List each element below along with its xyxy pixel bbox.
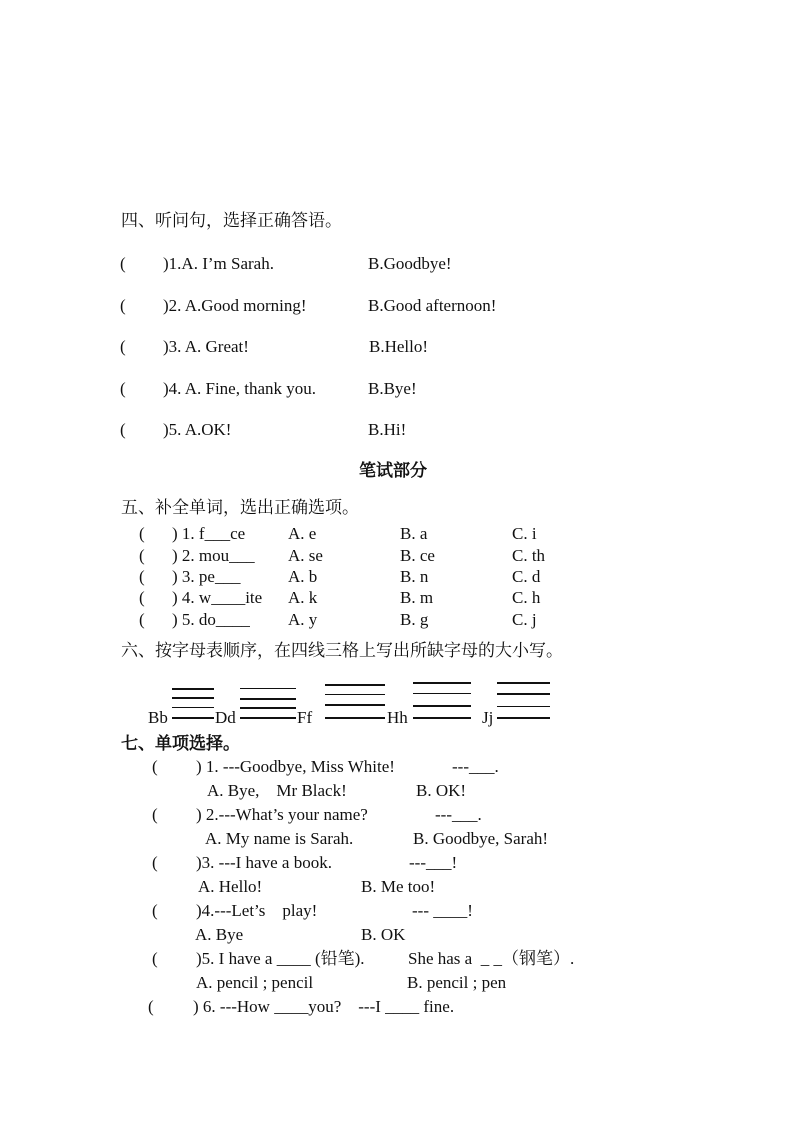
answer-paren[interactable]: (: [139, 524, 145, 543]
option-b: B. OK: [361, 925, 406, 944]
question-option-a: )5. A.OK!: [163, 420, 232, 439]
option-a: A. Bye, Mr Black!: [207, 781, 347, 800]
question-text: ) 2.---What’s your name?: [196, 805, 368, 824]
written-part-heading: 笔试部分: [359, 461, 427, 481]
fill-word: ) 2. mou___: [172, 546, 255, 565]
answer-paren[interactable]: (: [120, 420, 126, 439]
option-b: B. n: [400, 567, 429, 586]
option-c: C. h: [512, 588, 541, 607]
question-text: ) 1. ---Goodbye, Miss White!: [196, 757, 395, 776]
option-b: B. Me too!: [361, 877, 436, 896]
answer-paren[interactable]: (: [139, 588, 145, 607]
option-a: A. k: [288, 588, 318, 607]
option-b: B. a: [400, 524, 428, 543]
letter-bb: Bb: [148, 708, 168, 727]
question-option-b: B.Bye!: [368, 379, 417, 398]
question-option-a: )4. A. Fine, thank you.: [163, 379, 316, 398]
question-option-b: B.Hi!: [368, 420, 407, 439]
fill-word: ) 1. f___ce: [172, 524, 246, 543]
option-c: C. i: [512, 524, 537, 543]
response-blank: ---___.: [452, 757, 499, 776]
option-b: B. Goodbye, Sarah!: [413, 829, 549, 848]
option-a: A. Hello!: [198, 877, 263, 896]
answer-paren[interactable]: (: [120, 337, 126, 356]
answer-paren[interactable]: (: [120, 296, 126, 315]
option-a: A. My name is Sarah.: [205, 829, 354, 848]
answer-paren[interactable]: (: [148, 997, 154, 1016]
answer-paren[interactable]: (: [139, 610, 145, 629]
option-b: B. g: [400, 610, 429, 629]
option-b: B. OK!: [416, 781, 467, 800]
response-blank: ---___!: [409, 853, 458, 872]
option-a: A. Bye: [195, 925, 244, 944]
question-text: )5. I have a ____ (铅笔).: [196, 949, 365, 968]
response-blank: She has a _ _（钢笔）.: [408, 949, 575, 968]
option-a: A. se: [288, 546, 323, 565]
question-option-a: )2. A.Good morning!: [163, 296, 307, 315]
option-a: A. b: [288, 567, 318, 586]
fill-word: ) 3. pe___: [172, 567, 241, 586]
option-a: A. pencil ; pencil: [196, 973, 314, 992]
answer-paren[interactable]: (: [139, 546, 145, 565]
fill-word: ) 4. w____ite: [172, 588, 263, 607]
question-option-a: )3. A. Great!: [163, 337, 249, 356]
question-option-b: B.Good afternoon!: [368, 296, 497, 315]
answer-paren[interactable]: (: [139, 567, 145, 586]
letter-hh: Hh: [387, 708, 408, 727]
question-option-a: )1.A. I’m Sarah.: [163, 254, 274, 273]
question-text: )3. ---I have a book.: [196, 853, 332, 872]
answer-paren[interactable]: (: [152, 949, 158, 968]
section7-title: 七、单项选择。: [121, 734, 240, 754]
letter-dd: Dd: [215, 708, 236, 727]
answer-paren[interactable]: (: [120, 379, 126, 398]
response-blank: ---___.: [435, 805, 482, 824]
letter-ff: Ff: [297, 708, 313, 727]
option-c: C. d: [512, 567, 541, 586]
answer-paren[interactable]: (: [120, 254, 126, 273]
question-option-b: B.Goodbye!: [368, 254, 452, 273]
option-a: A. e: [288, 524, 317, 543]
answer-paren[interactable]: (: [152, 757, 158, 776]
answer-paren[interactable]: (: [152, 805, 158, 824]
section4-title: 四、听问句，选择正确答语。: [121, 211, 342, 231]
fill-word: ) 5. do____: [172, 610, 250, 629]
option-c: C. th: [512, 546, 546, 565]
option-c: C. j: [512, 610, 537, 629]
question-text: )4.---Let’s play!: [196, 901, 318, 920]
question-option-b: B.Hello!: [369, 337, 429, 356]
letter-jj: Jj: [482, 708, 494, 727]
answer-paren[interactable]: (: [152, 901, 158, 920]
option-b: B. ce: [400, 546, 435, 565]
section5-title: 五、补全单词，选出正确选项。: [121, 498, 359, 518]
response-blank: --- ____!: [412, 901, 473, 920]
section6-title: 六、按字母表顺序，在四线三格上写出所缺字母的大小写。: [121, 641, 563, 661]
question-text: ) 6. ---How ____you? ---I ____ fine.: [193, 997, 455, 1016]
option-b: B. pencil ; pen: [407, 973, 507, 992]
option-b: B. m: [400, 588, 434, 607]
answer-paren[interactable]: (: [152, 853, 158, 872]
option-a: A. y: [288, 610, 318, 629]
